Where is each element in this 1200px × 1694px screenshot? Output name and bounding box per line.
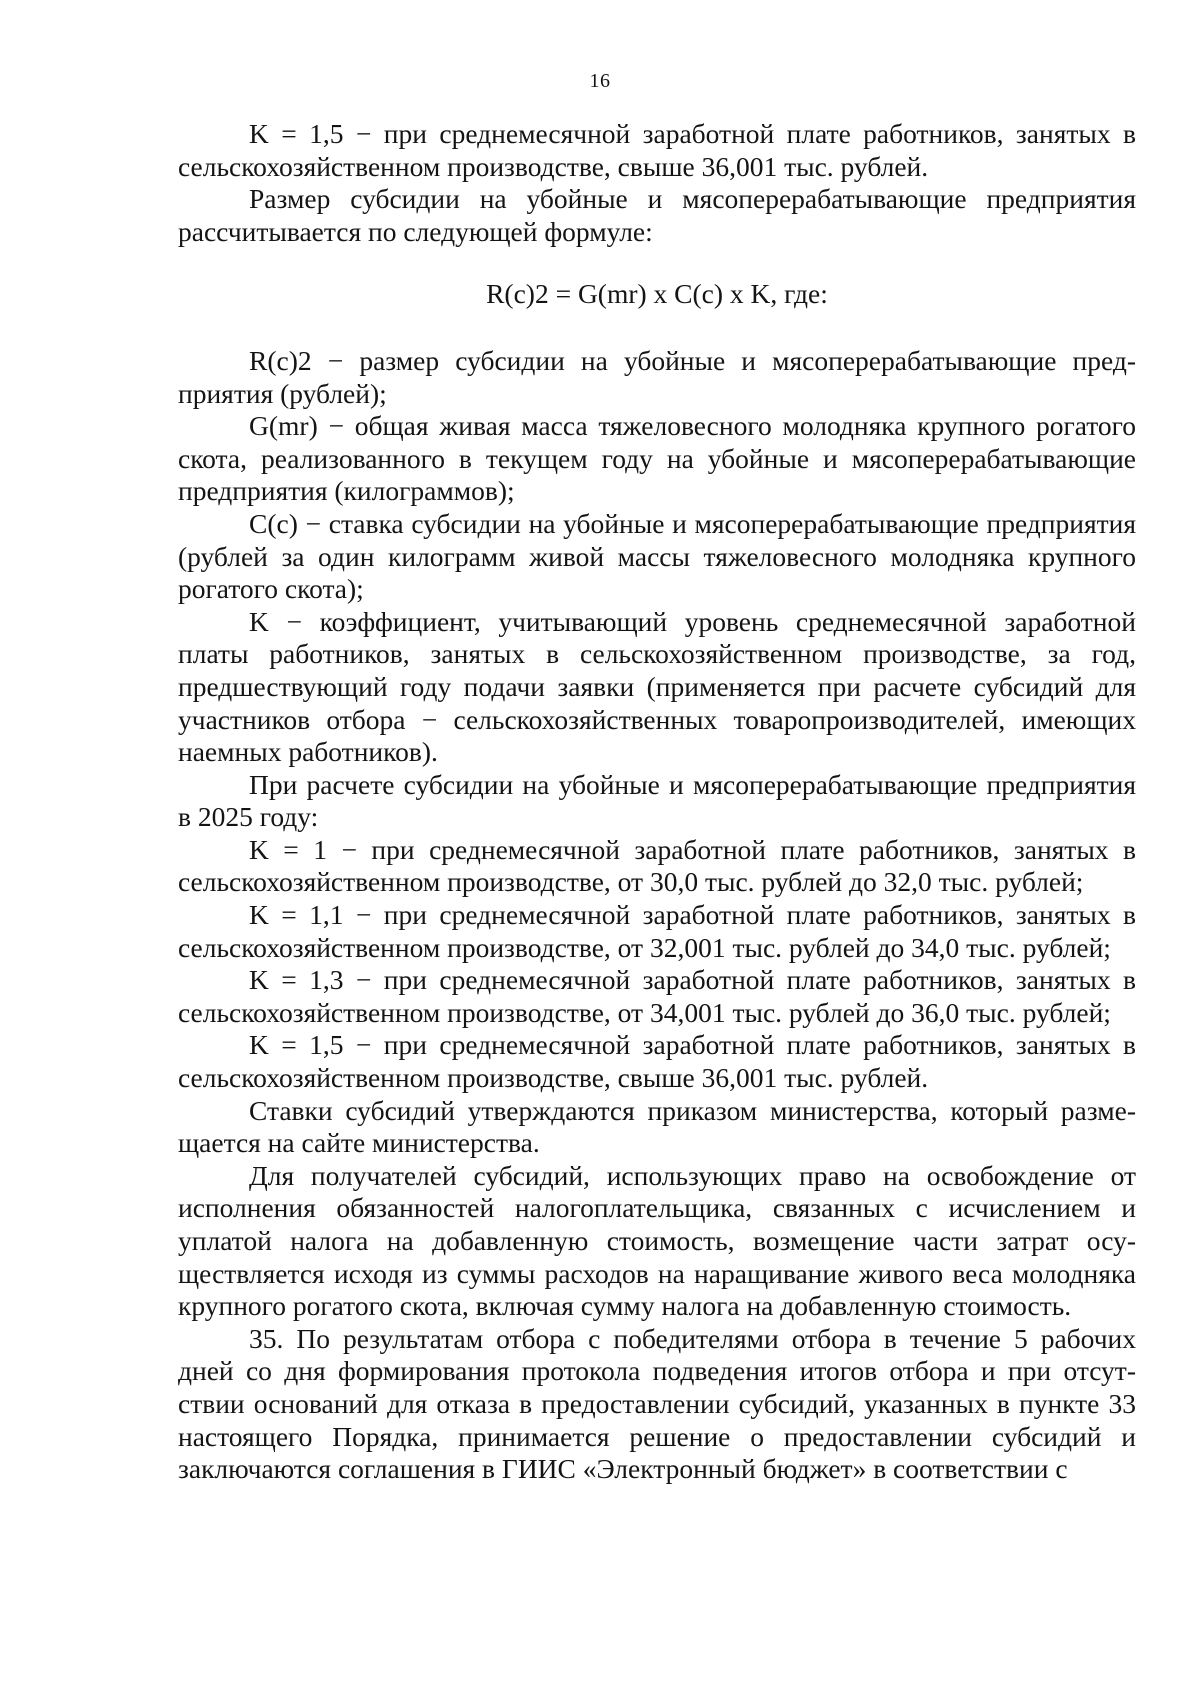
paragraph-subsidy-size-intro: Размер субсидии на убойные и мясоперерабатывающие предприятия рассчитывается по следующей формуле:: [178, 183, 1136, 247]
paragraph-k-1-5: K = 1,5 − при среднемесячной заработной плате работников, занятых в сельскохозяйственном производстве, свыше 36,001 тыс. рублей.: [178, 1029, 1136, 1094]
page-number: 16: [589, 70, 611, 92]
paragraph-k-definition: K − коэффициент, учитывающий уровень среднемесячной заработной платы работников, занятых в сельскохозяйственном производстве, за год, предшествующий году подачи заявки (применяется при расчете субсидий для участников отбора − сельскохозяйственных товаропроизводителей, имеющих наемных работников).: [178, 605, 1136, 768]
paragraph-vat-exemption: Для получателей субсидий, использующих право на освобождение от исполнения обязанностей налогоплательщика, связанных с исчислением и уплатой налога на добавленную стоимость, возмещение части затрат осуществляется исходя из суммы расходов на наращивание живого веса молодняка крупного рогатого скота, включая сумму налога на добавленную стоимость.: [178, 1159, 1136, 1322]
paragraph-k-1: K = 1 − при среднемесячной заработной плате работников, занятых в сельскохозяйственном производстве, от 30,0 тыс. рублей до 32,0 тыс. рублей;: [178, 833, 1136, 898]
paragraph-k-1-3: K = 1,3 − при среднемесячной заработной плате работников, занятых в сельскохозяйственном производстве, от 34,001 тыс. рублей до 36,0 тыс. рублей;: [178, 964, 1136, 1028]
paragraph-cc-definition: C(c) − ставка субсидии на убойные и мясоперерабатывающие предприятия (рублей за один килограмм живой массы тяжеловесного молодняка крупного рогатого скота);: [178, 507, 1136, 605]
paragraph-rc2-definition: R(c)2 − размер субсидии на убойные и мясоперерабатывающие предприятия (рублей);: [178, 344, 1136, 409]
paragraph-rates-approval: Ставки субсидий утверждаются приказом министерства, который размещается на сайте министерства.: [178, 1094, 1136, 1159]
paragraph-item-35: 35. По результатам отбора с победителями отбора в течение 5 рабочих дней со дня формирования протокола подведения итогов отбора и при отсутствии оснований для отказа в предоставлении субсидий, указанных в пункте 33 настоящего Порядка, принимается решение о предоставлении субсидий и заключаются соглашения в ГИИС «Электронный бюджет» в соответствии с: [178, 1322, 1136, 1485]
paragraph-calculation-2025: При расчете субсидии на убойные и мясоперерабатывающие предприятия в 2025 году:: [178, 768, 1136, 833]
paragraph-gmr-definition: G(mr) − общая живая масса тяжеловесного молодняка крупного рогатого скота, реализованного в текущем году на убойные и мясоперерабатывающие предприятия (килограммов);: [178, 410, 1136, 507]
document-body: [178, 118, 1136, 1486]
paragraph-k-1-1: K = 1,1 − при среднемесячной заработной плате работников, занятых в сельскохозяйственном производстве, от 32,001 тыс. рублей до 34,0 тыс. рублей;: [178, 899, 1136, 963]
paragraph-k-1-5-intro: K = 1,5 − при среднемесячной заработной плате работников, занятых в сельскохозяйственном производстве, свыше 36,001 тыс. рублей.: [178, 118, 1136, 182]
subsidy-formula: R(c)2 = G(mr) x C(c) x K, где:: [486, 278, 828, 310]
